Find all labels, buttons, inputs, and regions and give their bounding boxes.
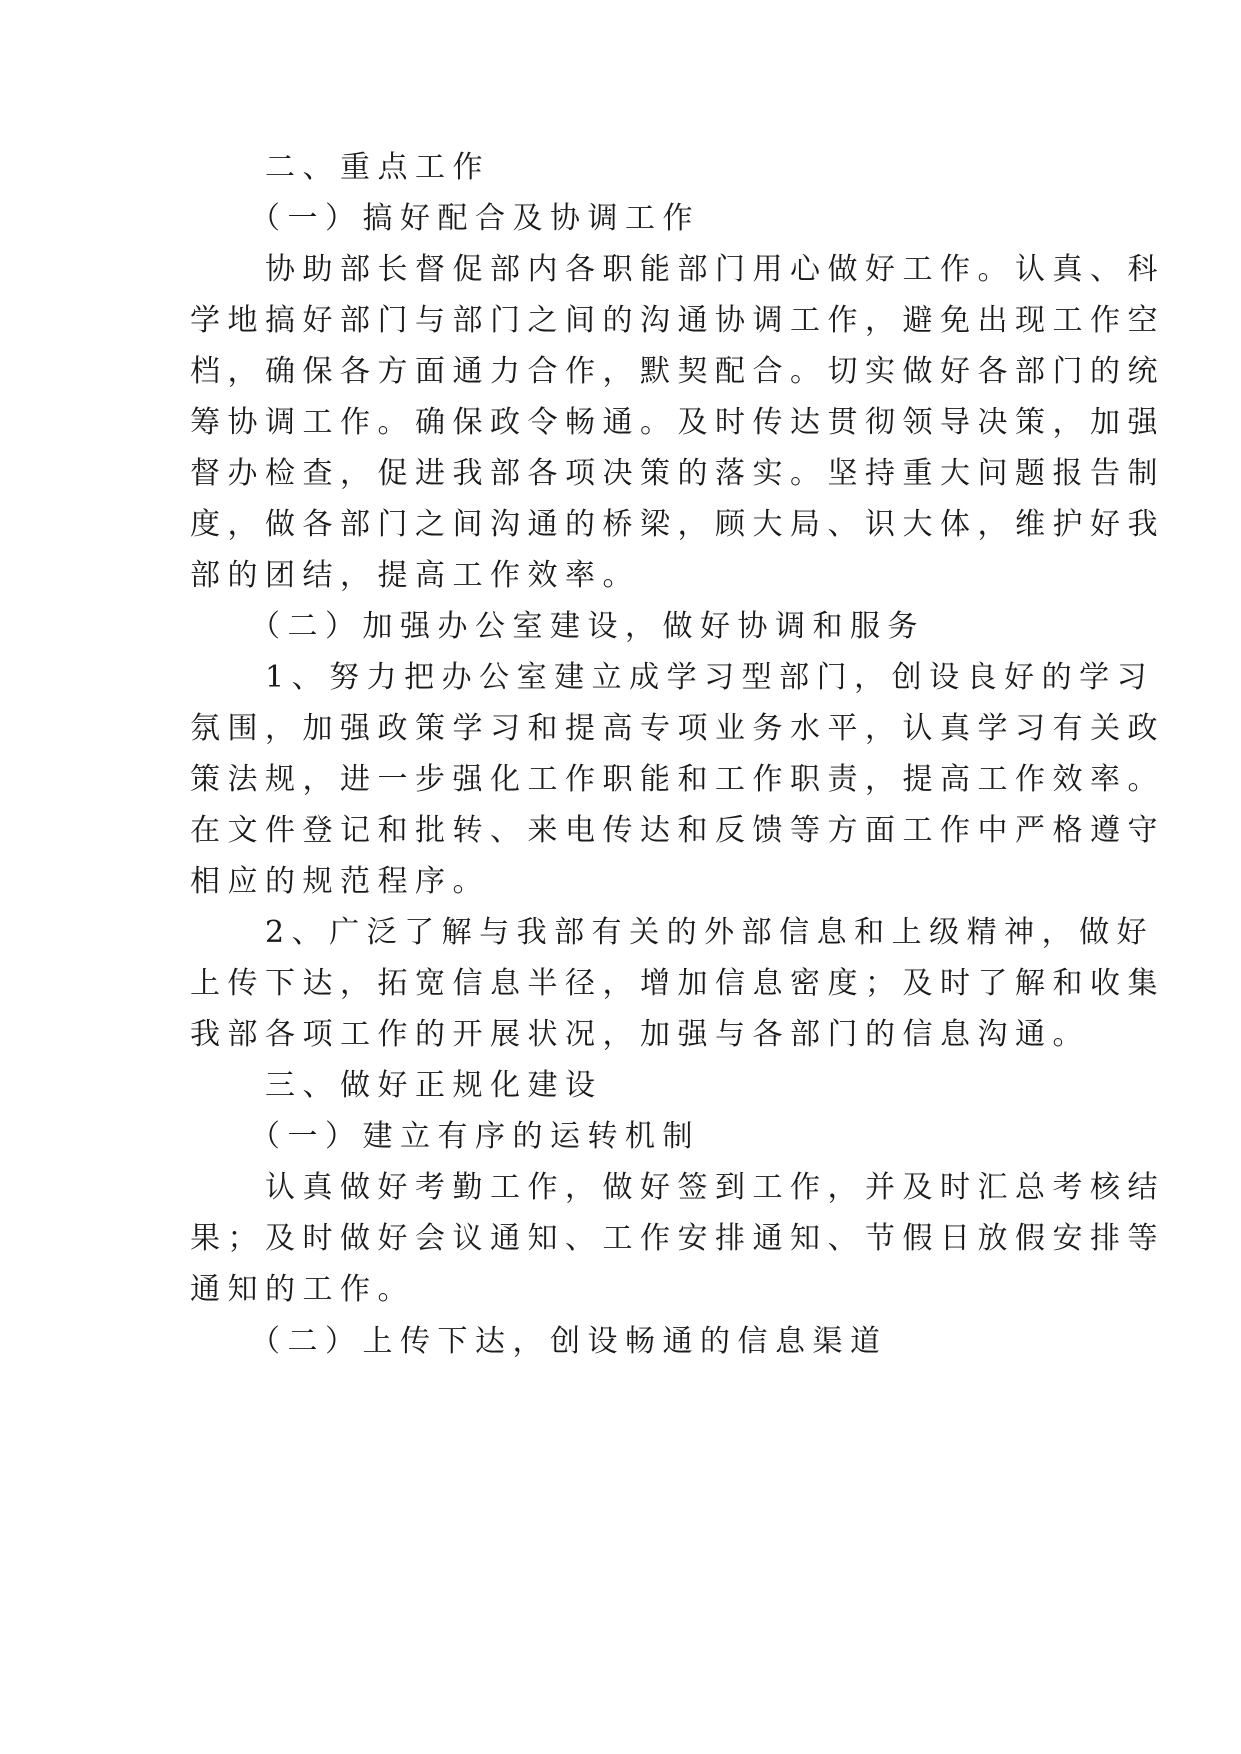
paragraph-line: 上传下达，拓宽信息半径，增加信息密度；及时了解和收集 — [190, 966, 1165, 1001]
paragraph-line: 筹协调工作。确保政令畅通。及时传达贯彻领导决策，加强 — [190, 405, 1165, 440]
paragraph-line: 相应的规范程序。 — [190, 864, 490, 899]
paragraph-line: 度，做各部门之间沟通的桥梁，顾大局、识大体，维护好我 — [190, 507, 1165, 542]
paragraph-line: 督办检查，促进我部各项决策的落实。坚持重大问题报告制 — [190, 456, 1165, 491]
paragraph-line: 氛围，加强政策学习和提高专项业务水平，认真学习有关政 — [190, 711, 1165, 746]
section-heading: 三、做好正规化建设 — [190, 1068, 603, 1103]
paragraph-line: 策法规，进一步强化工作职能和工作职责，提高工作效率。 — [190, 762, 1165, 797]
section-heading: 二、重点工作 — [190, 150, 490, 185]
paragraph-line: 我部各项工作的开展状况，加强与各部门的信息沟通。 — [190, 1017, 1090, 1052]
paragraph-line: 1、努力把办公室建立成学习型部门，创设良好的学习 — [190, 660, 1155, 695]
subsection-heading: （二）上传下达，创设畅通的信息渠道 — [190, 1324, 888, 1359]
paragraph-line: 档，确保各方面通力合作，默契配合。切实做好各部门的统 — [190, 354, 1165, 389]
paragraph-line: 通知的工作。 — [190, 1272, 415, 1307]
subsection-heading: （一）建立有序的运转机制 — [190, 1119, 700, 1154]
paragraph-line: 认真做好考勤工作，做好签到工作，并及时汇总考核结 — [190, 1170, 1165, 1205]
paragraph-line: 果；及时做好会议通知、工作安排通知、节假日放假安排等 — [190, 1221, 1165, 1256]
subsection-heading: （二）加强办公室建设，做好协调和服务 — [190, 609, 925, 644]
paragraph-line: 部的团结，提高工作效率。 — [190, 558, 640, 593]
subsection-heading: （一）搞好配合及协调工作 — [190, 201, 700, 236]
paragraph-line: 2、广泛了解与我部有关的外部信息和上级精神，做好 — [190, 915, 1155, 950]
paragraph-line: 协助部长督促部内各职能部门用心做好工作。认真、科 — [190, 252, 1165, 287]
paragraph-line: 在文件登记和批转、来电传达和反馈等方面工作中严格遵守 — [190, 813, 1165, 848]
paragraph-line: 学地搞好部门与部门之间的沟通协调工作，避免出现工作空 — [190, 303, 1165, 338]
